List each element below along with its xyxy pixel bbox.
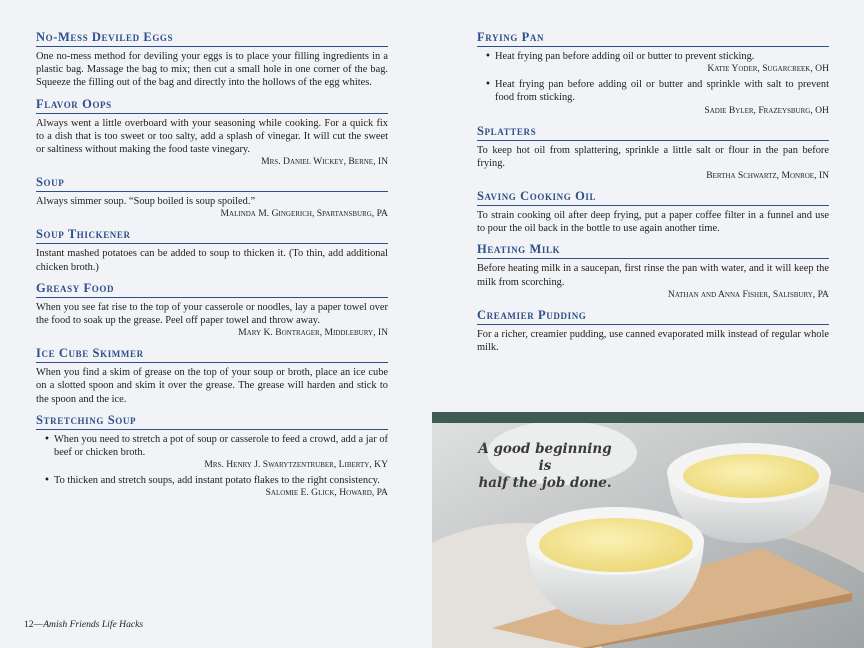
section-text: Always simmer soup. “Soup boiled is soup spoiled.” xyxy=(36,196,256,208)
section-creamier-pudding xyxy=(477,308,829,354)
book-title: Amish Friends Life Hacks xyxy=(43,619,144,630)
list-item xyxy=(477,78,829,116)
attribution: Katie Yoder, Sugarcreek, OH xyxy=(707,63,829,75)
section-saving-cooking-oil xyxy=(477,189,829,235)
section-heading: Greasy Food xyxy=(36,281,388,298)
pudding-right xyxy=(683,454,819,498)
section-heading: Heating Milk xyxy=(477,242,829,259)
section-text: Always went a little overboard with your seasoning while cooking. For a quick fix to a dish that is too sweet or too salty, add a splash of vinegar. It will cut the sweet or saltiness without making the food taste vinegary. xyxy=(36,117,388,156)
section-text: When you see fat rise to the top of your casserole or noodles, lay a paper towel over the food to soak up the grease. Peel off paper towel and throw away. xyxy=(36,301,388,327)
section-stretching-soup xyxy=(36,413,388,500)
tip-text: • To thicken and stretch soups, add instant potato flakes to the right consistency. xyxy=(54,475,380,487)
section-text: Before heating milk in a saucepan, first rinse the pan with water, and it will keep the milk from scorching. xyxy=(477,263,829,288)
section-heading: Splatters xyxy=(477,124,829,141)
section-heading: Creamier Pudding xyxy=(477,308,829,325)
tip-list xyxy=(477,50,829,117)
section-ice-cube-skimmer xyxy=(36,346,388,406)
section-frying-pan xyxy=(477,30,829,117)
section-heading: No-Mess Deviled Eggs xyxy=(36,30,388,47)
section-heading: Saving Cooking Oil xyxy=(477,189,829,206)
section-heading: Soup xyxy=(36,175,388,192)
section-text: One no-mess method for deviling your eggs is to place your filling ingredients in a plastic bag. Massage the bag to mix; then cut a small hole in one corner of the bag. Squeeze the filling out of the bag and directly into the hollows of the egg whites. xyxy=(36,51,388,89)
attribution: Bertha Schwartz, Monroe, IN xyxy=(706,170,829,182)
tip-text: • Heat frying pan before adding oil or butter and sprinkle with salt to prevent food from sticking. xyxy=(495,79,829,104)
photo-top-band xyxy=(432,412,864,423)
attribution: Nathan and Anna Fisher, Salisbury, PA xyxy=(667,288,829,300)
list-item xyxy=(477,50,829,75)
section-heating-milk xyxy=(477,242,829,300)
section-splatters xyxy=(477,124,829,182)
section-text: When you find a skim of grease on the top of your soup or broth, place an ice cube on a slotted spoon and skim it over the grease. The grease will harden and stick to the spoon and the ice. xyxy=(36,367,388,405)
tip-text: • Heat frying pan before adding oil or butter to prevent sticking. xyxy=(495,51,755,62)
right-column xyxy=(477,30,829,361)
attribution: Sadie Byler, Frazeysburg, OH xyxy=(704,104,829,116)
attribution: Mary K. Bontrager, Middlebury, IN xyxy=(238,327,388,339)
section-no-mess-deviled-eggs xyxy=(36,30,388,90)
section-heading: Frying Pan xyxy=(477,30,829,47)
section-heading: Flavor Oops xyxy=(36,97,388,114)
section-text: Instant mashed potatoes can be added to soup to thicken it. (To thin, add additional chicken broth.) xyxy=(36,248,388,273)
section-heading: Ice Cube Skimmer xyxy=(36,346,388,363)
section-soup-thickener xyxy=(36,227,388,273)
section-heading: Stretching Soup xyxy=(36,413,388,430)
left-column xyxy=(36,30,388,506)
section-soup xyxy=(36,175,388,220)
attribution: Mrs. Henry J. Swarytzentruber, Liberty, KY xyxy=(204,459,388,471)
quote-line: A good beginning is xyxy=(478,441,612,474)
page-footer xyxy=(24,619,143,630)
attribution: Salomie E. Glick, Howard, PA xyxy=(265,487,388,499)
attribution: Malinda M. Gingerich, Spartansburg, PA xyxy=(220,208,388,220)
pudding-left xyxy=(539,518,693,572)
section-text: For a richer, creamier pudding, use canned evaporated milk instead of regular whole milk. xyxy=(477,328,829,354)
tip-list xyxy=(36,433,388,500)
section-heading: Soup Thickener xyxy=(36,227,388,244)
section-text: To keep hot oil from splattering, sprinkle a little salt or flour in the pan before frying. xyxy=(477,144,829,169)
section-greasy-food xyxy=(36,281,388,339)
quote-line: half the job done. xyxy=(478,475,612,491)
list-item xyxy=(36,433,388,471)
quote-overlay xyxy=(470,441,620,492)
section-flavor-oops xyxy=(36,97,388,169)
tip-text: • When you need to stretch a pot of soup or casserole to feed a crowd, add a jar of beef or chicken broth. xyxy=(54,433,388,459)
section-text: To strain cooking oil after deep frying, put a paper coffee filter in a funnel and use to pour the oil back in the bottle to use again another time. xyxy=(477,210,829,235)
attribution: Mrs. Daniel Wickey, Berne, IN xyxy=(261,156,388,168)
list-item xyxy=(36,474,388,499)
page-number: 12— xyxy=(24,619,44,630)
